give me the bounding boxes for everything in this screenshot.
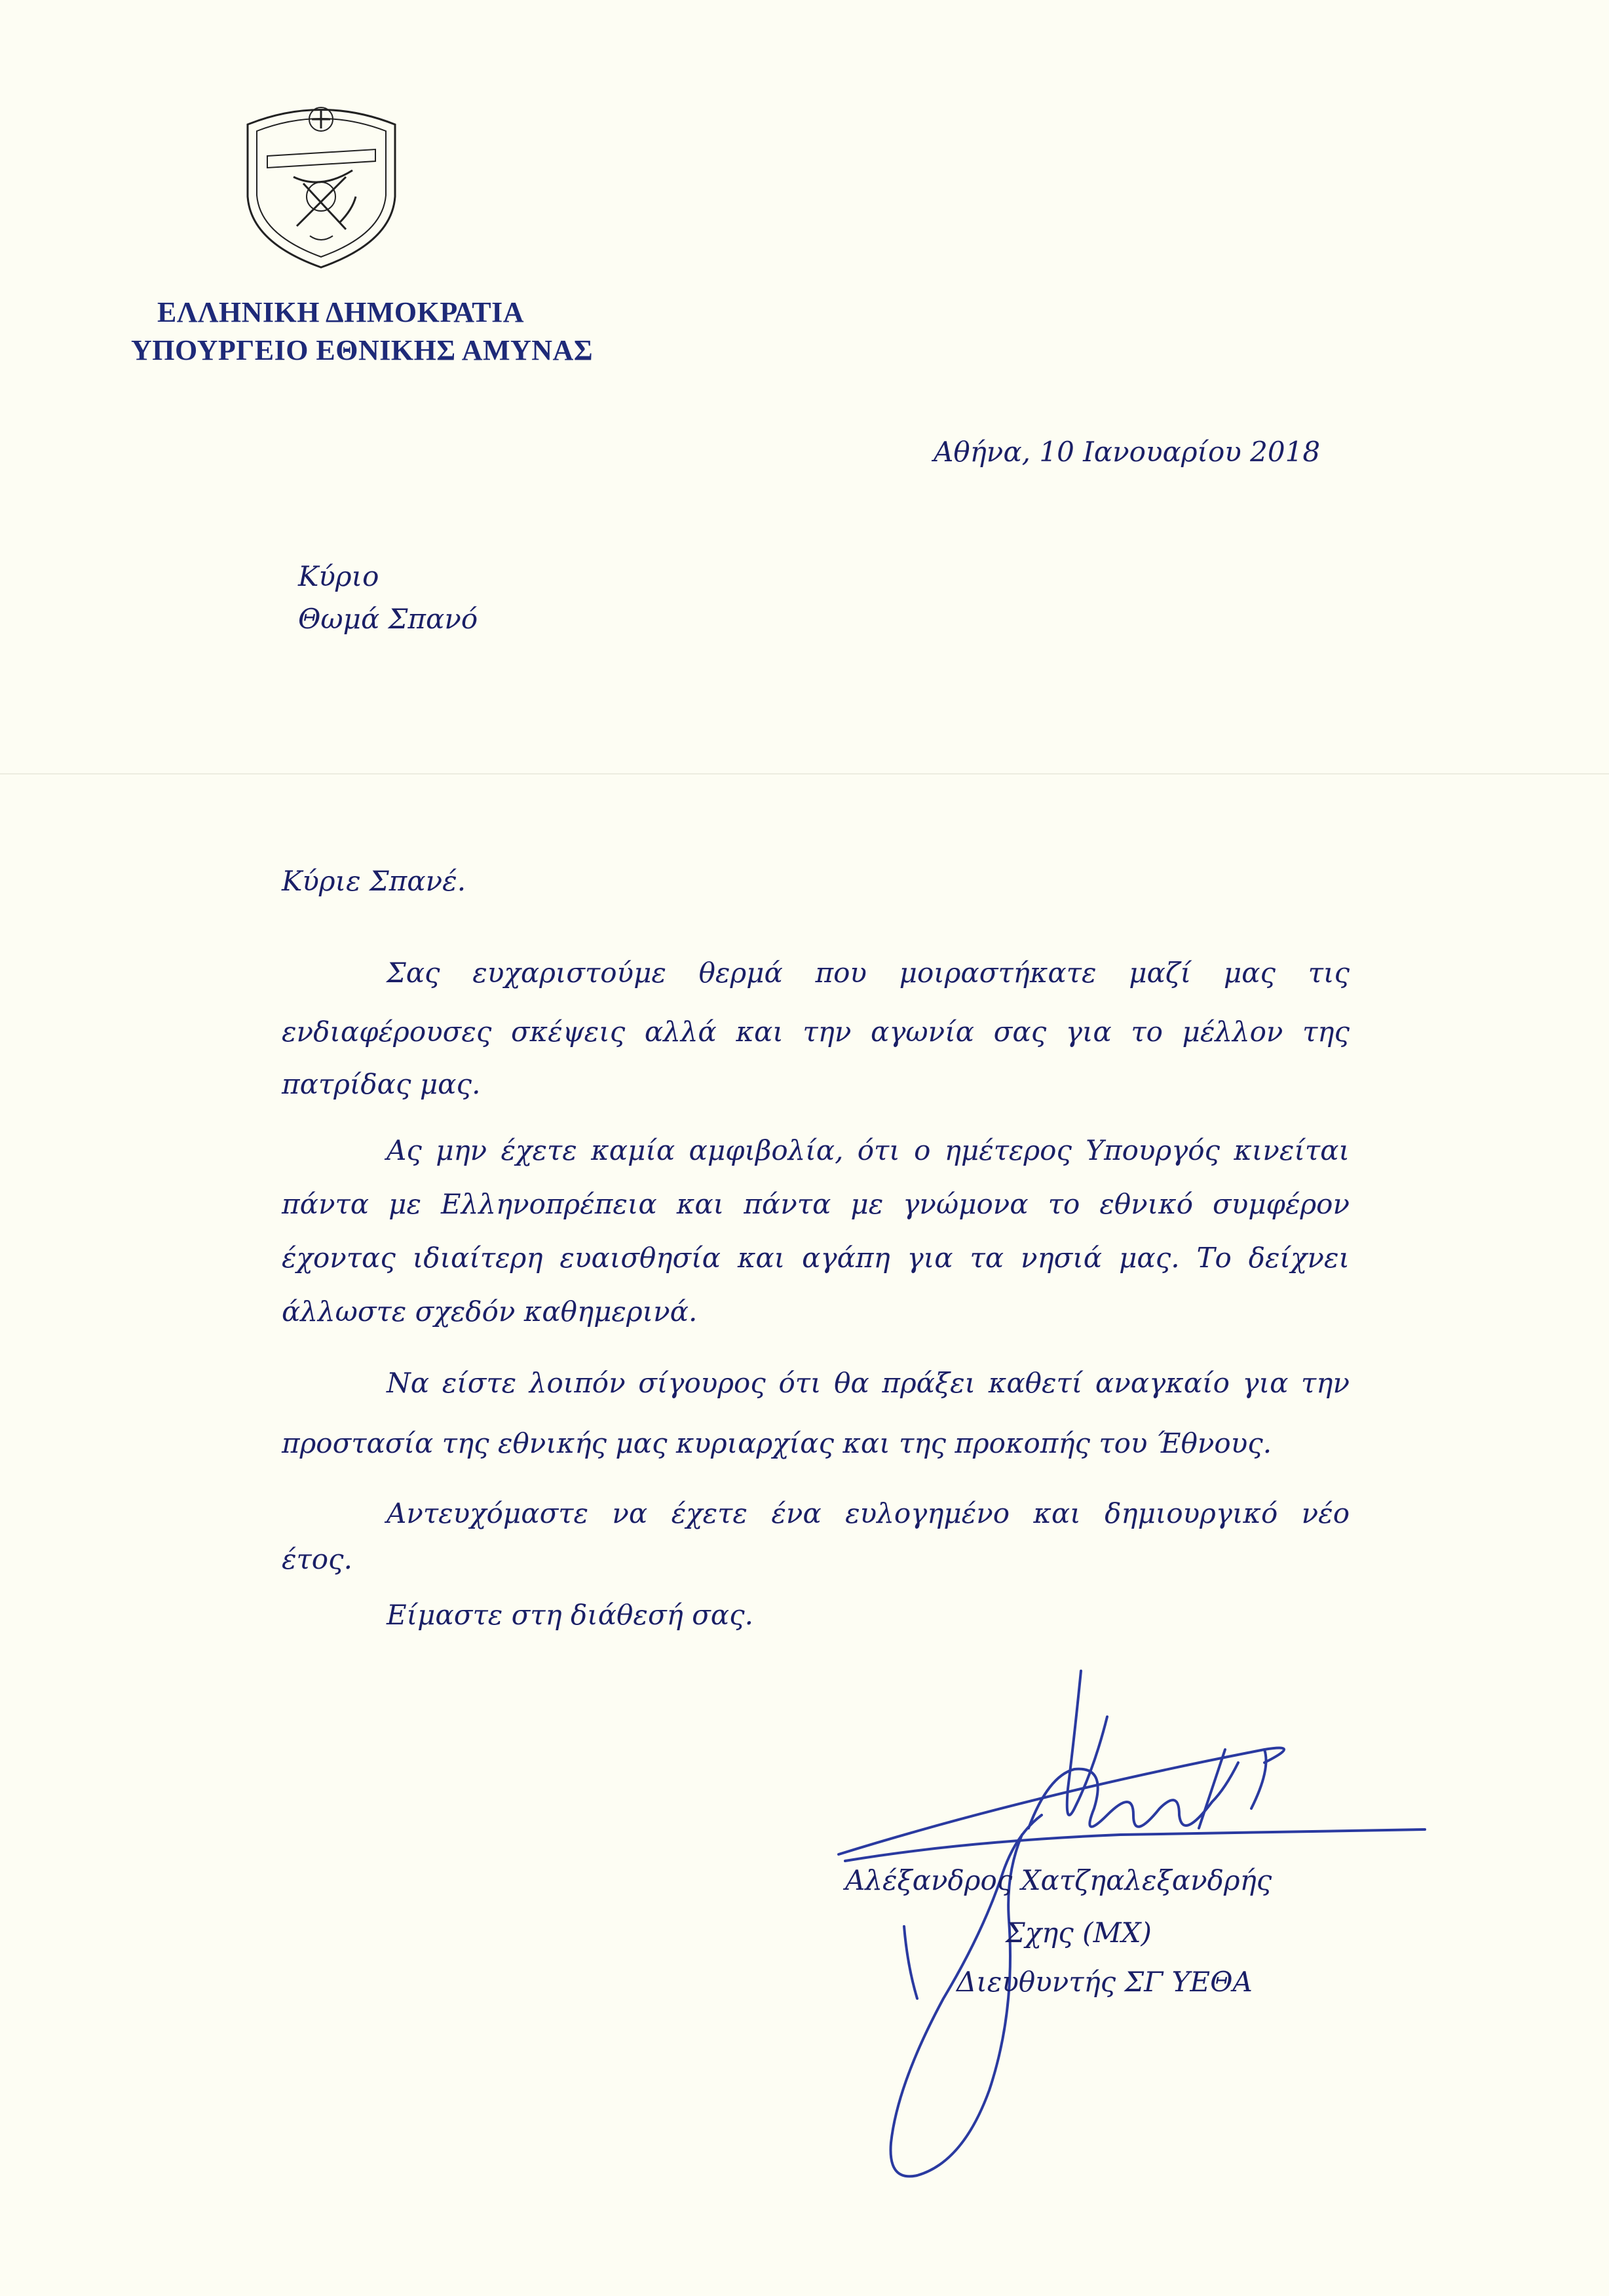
letterhead-country: ΕΛΛΗΝΙΚΗ ΔΗΜΟΚΡΑΤΙΑ (157, 296, 524, 328)
paragraph-line: ενδιαφέρουσες σκέψεις αλλά και την αγωνία σας για το μέλλον της (282, 1016, 1350, 1048)
closing-line: Είμαστε στη διάθεσή σας. (387, 1599, 754, 1631)
letterhead (131, 294, 594, 370)
paragraph-2 (282, 1124, 1350, 1339)
signatory-rank: Σχης (ΜΧ) (1006, 1917, 1152, 1949)
paragraph-line: πατρίδας μας. (282, 1068, 481, 1100)
paragraph-line: Αντευχόμαστε να έχετε ένα ευλογημένο και δημιουργικό νέο (387, 1497, 1350, 1529)
recipient-title: Κύριο (298, 560, 379, 592)
signatory-position: Διευθυντής ΣΓ ΥΕΘΑ (956, 1966, 1253, 1998)
paper-fold-line (0, 773, 1609, 775)
letterhead-ministry: ΥΠΟΥΡΓΕΙΟ ΕΘΝΙΚΗΣ ΑΜΥΝΑΣ (131, 334, 594, 366)
paragraph-4 (282, 1491, 1350, 1582)
paragraph-line: άλλωστε σχεδόν καθημερινά. (282, 1295, 698, 1328)
paragraph-line: Σας ευχαριστούμε θερμά που μοιραστήκατε μαζί μας τις (387, 957, 1350, 989)
paragraph-line: πάντα με Ελληνοπρέπεια και πάντα με γνώμονα το εθνικό συμφέρον (282, 1188, 1350, 1220)
paragraph-line: έχοντας ιδιαίτερη ευαισθησία και αγάπη για τα νησιά μας. Το δείχνει (282, 1242, 1350, 1274)
paragraph-line: προστασία της εθνικής μας κυριαρχίας και της προκοπής του Έθνους. (282, 1427, 1272, 1459)
letter-date: Αθήνα, 10 Ιανουαρίου 2018 (934, 436, 1321, 468)
paragraph-line: Να είστε λοιπόν σίγουρος ότι θα πράξει καθετί αναγκαίο για την (387, 1367, 1350, 1399)
salutation: Κύριε Σπανέ. (282, 865, 466, 897)
paragraph-line: έτος. (282, 1543, 352, 1575)
paragraph-1 (282, 944, 1350, 1107)
recipient-name: Θωμά Σπανό (298, 603, 478, 635)
paragraph-3 (282, 1353, 1350, 1474)
paragraph-line: Ας μην έχετε καμία αμφιβολία, ότι ο ημέτερος Υπουργός κινείται (387, 1134, 1350, 1166)
ministry-crest-logo (241, 98, 402, 270)
handwritten-signature (767, 1658, 1448, 2248)
signatory-name: Αλέξανδρος Χατζηαλεξανδρής (845, 1864, 1272, 1896)
